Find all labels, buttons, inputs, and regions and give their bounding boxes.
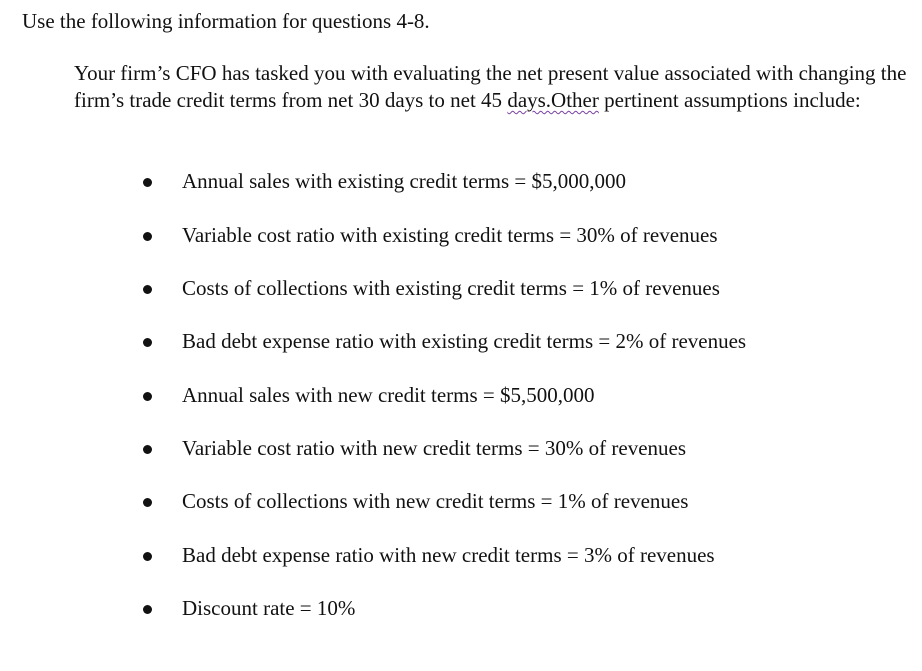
bullet-icon (143, 445, 152, 454)
assumption-text: Bad debt expense ratio with existing credit terms = 2% of revenues (182, 329, 747, 353)
assumption-text: Annual sales with new credit terms = $5,500,000 (182, 383, 595, 407)
list-item (143, 326, 903, 356)
assumption-text: Discount rate = 10% (182, 596, 356, 620)
list-item (143, 593, 903, 623)
list-item (143, 273, 903, 303)
bullet-icon (143, 498, 152, 507)
assumption-text: Variable cost ratio with existing credit terms = 30% of revenues (182, 223, 718, 247)
assumption-text: Bad debt expense ratio with new credit terms = 3% of revenues (182, 543, 715, 567)
bullet-icon (143, 338, 152, 347)
list-item (143, 220, 903, 250)
spellcheck-flagged-word[interactable]: days.Other (507, 88, 599, 112)
intro-text-start: Your firm’s CFO has tasked you with evaluating the net present value associated with changing the firm’s trade credit terms from net 30 days to net 45 (74, 61, 907, 112)
assumption-text: Annual sales with existing credit terms = $5,000,000 (182, 169, 627, 193)
intro-paragraph (74, 60, 914, 114)
list-item (143, 540, 903, 570)
bullet-icon (143, 285, 152, 294)
list-item (143, 486, 903, 516)
bullet-icon (143, 178, 152, 187)
intro-text-end: pertinent assumptions include: (598, 88, 861, 112)
list-item (143, 433, 903, 463)
bullet-icon (143, 232, 152, 241)
bullet-icon (143, 392, 152, 401)
section-heading: Use the following information for questions 4-8. (22, 9, 430, 33)
list-item (143, 380, 903, 410)
assumption-text: Variable cost ratio with new credit terms = 30% of revenues (182, 436, 687, 460)
assumption-text: Costs of collections with new credit terms = 1% of revenues (182, 489, 689, 513)
assumption-text: Costs of collections with existing credit terms = 1% of revenues (182, 276, 720, 300)
list-item (143, 166, 903, 196)
bullet-icon (143, 605, 152, 614)
bullet-icon (143, 552, 152, 561)
